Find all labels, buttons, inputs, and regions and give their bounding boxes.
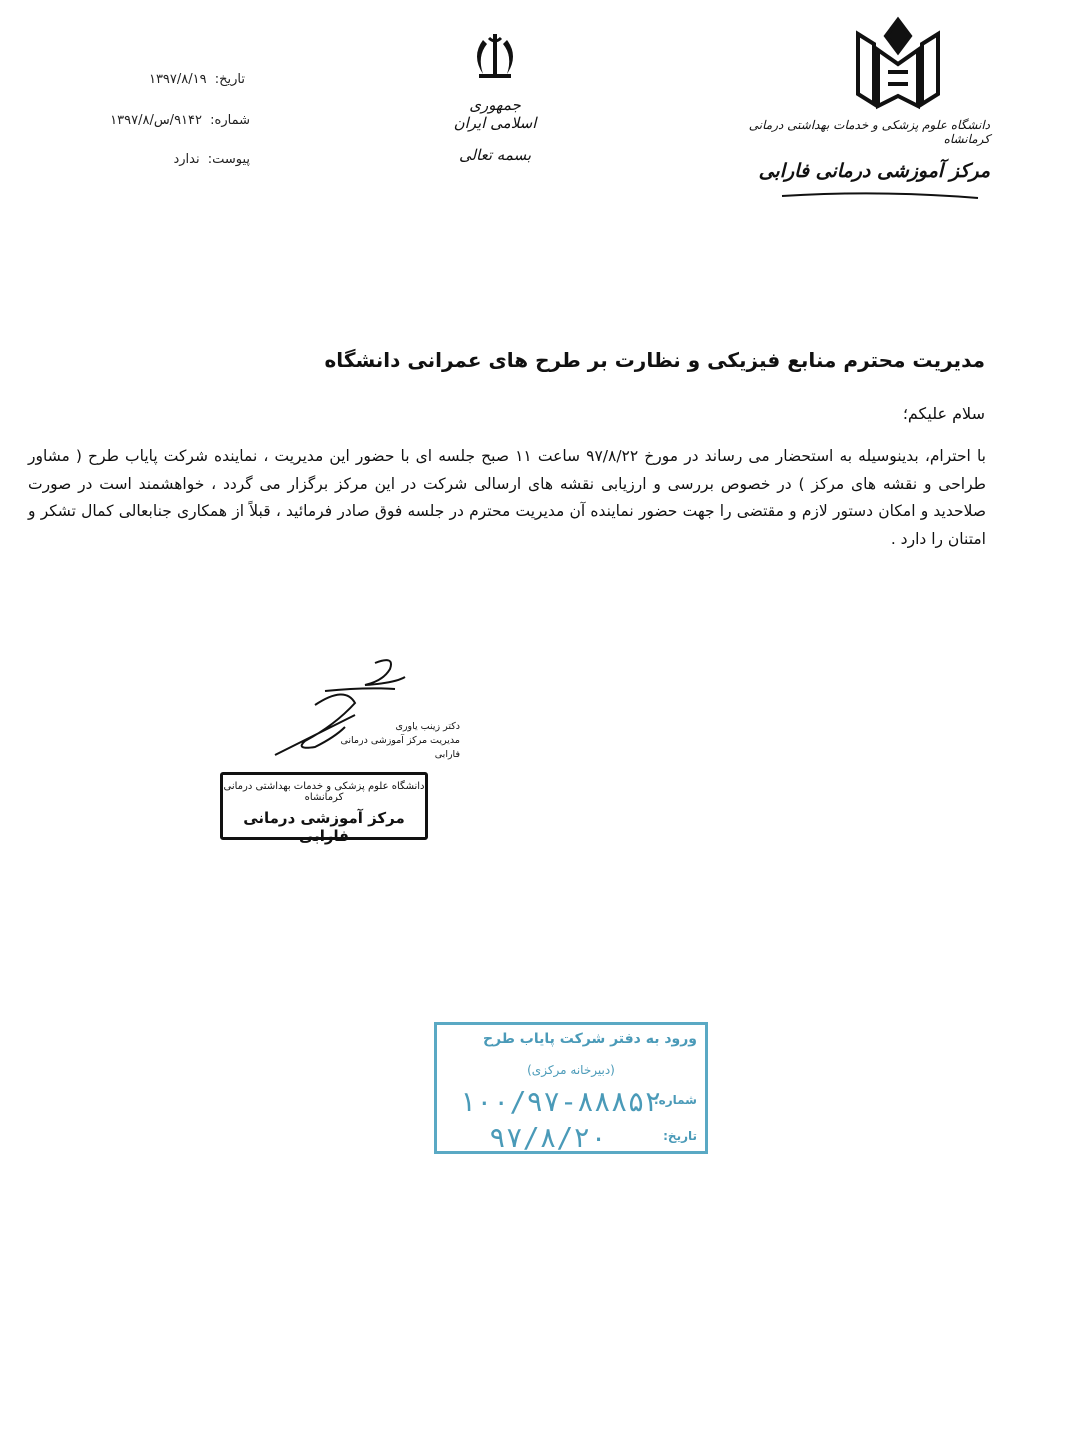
date-value: ۱۳۹۷/۸/۱۹: [148, 72, 207, 87]
iran-emblem: [445, 30, 545, 164]
university-logo: [838, 14, 958, 118]
attachment-value: ندارد: [173, 152, 200, 167]
university-line1: دانشگاه علوم پزشکی و خدمات بهداشتی درمانی کرمانشاه: [748, 118, 990, 146]
institution-stamp-line1: دانشگاه علوم پزشکی و خدمات بهداشتی درمانی کرمانشاه: [223, 781, 425, 803]
receipt-stamp-title: ورود به دفتر شرکت پایاب طرح: [482, 1031, 697, 1047]
receipt-stamp: [434, 1022, 708, 1154]
greeting: سلام علیکم؛: [902, 404, 985, 423]
receipt-stamp-subtitle: (دبیرخانه مرکزی): [527, 1063, 615, 1077]
receipt-date-value: ۹۷/۸/۲۰: [489, 1121, 608, 1154]
letter-date: [120, 72, 245, 87]
institution-stamp: [220, 772, 428, 845]
institution-stamp-line2: مرکز آموزشی درمانی فارابی: [243, 809, 405, 845]
emblem-line1: جمهوری اسلامی ایران: [453, 96, 537, 132]
date-label: تاریخ:: [214, 72, 245, 87]
university-line2: مرکز آموزشی درمانی فارابی: [758, 160, 990, 182]
letter-body: با احترام، بدینوسیله به استحضار می رساند در مورخ ۹۷/۸/۲۲ ساعت ۱۱ صبح جلسه ای با حضور این مدیریت ، نماینده شرکت پایاب طرح ( مشاور طراحی و نقشه های مرکز ) در خصوص بررسی و ارزیابی نقشه های ارسالی شرکت در این مرکز برگزار می گردد ، خواهشمند است در صورت صلاحدید و امکان دستور لازم و مقتضی را جهت حضور نماینده آن مدیریت محترم در جلسه فوق صادر فرمائید ، قبلاً از همکاری جنابعالی کمال تشکر و امتنان را دارد .: [28, 447, 986, 548]
iran-emblem-icon: [465, 30, 525, 82]
signatory-name: دکتر زینب یاوری: [395, 721, 460, 732]
letter-title: مدیریت محترم منابع فیزیکی و نظارت بر طرح های عمرانی دانشگاه: [324, 348, 985, 372]
letter-attachment: [130, 152, 250, 167]
number-label: شماره:: [210, 113, 250, 128]
receipt-number-value: ۱۰۰/۹۷-۸۸۸۵۲: [459, 1085, 662, 1118]
letter-number: [100, 113, 250, 128]
emblem-line2: بسمه تعالی: [458, 146, 532, 164]
receipt-date-label: تاریخ:: [663, 1129, 697, 1143]
attachment-label: پیوست:: [207, 152, 250, 167]
number-value: ۹۱۴۲/س/۱۳۹۷/۸: [110, 113, 203, 128]
receipt-number-label: شماره:: [653, 1093, 697, 1107]
signatory: [330, 720, 460, 762]
underline-flourish: [780, 188, 980, 202]
signatory-role: مدیریت مرکز آموزشی درمانی فارابی: [340, 735, 460, 760]
university-logo-icon: [838, 14, 958, 114]
university-name: [740, 118, 990, 182]
